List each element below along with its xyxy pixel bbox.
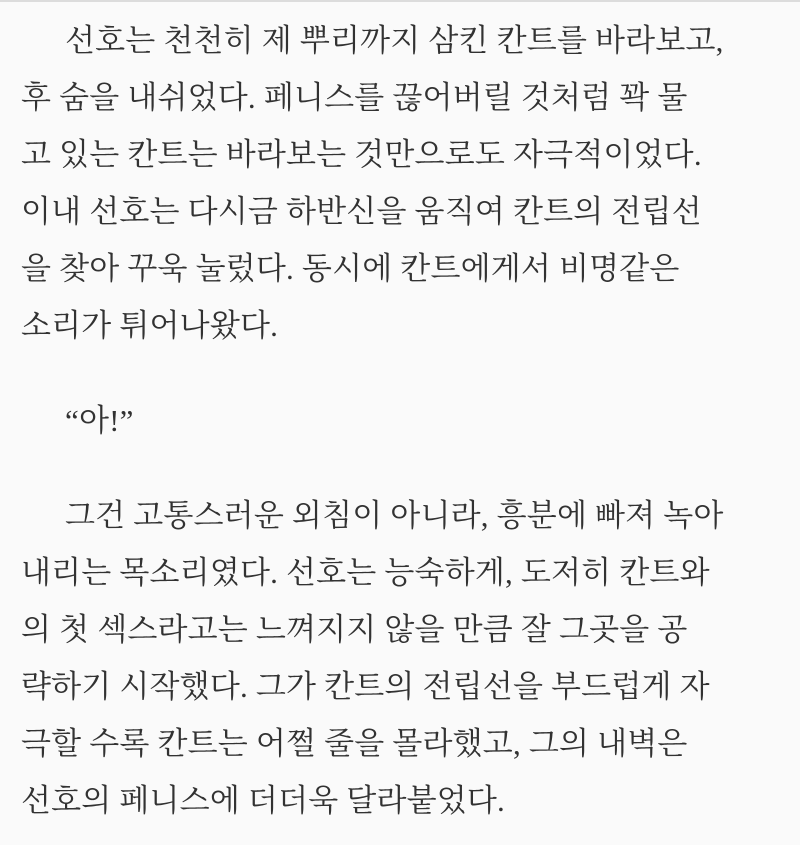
text-line: 략하기 시작했다. 그가 칸트의 전립선을 부드럽게 자 [21, 669, 710, 704]
novel-text [21, 12, 782, 829]
paragraph [21, 392, 782, 449]
text-line: 선호의 페니스에 더더욱 달라붙었다. [21, 783, 505, 818]
text-line: 이내 선호는 다시금 하반신을 움직여 칸트의 전립선 [21, 194, 702, 229]
paragraph [21, 487, 782, 829]
text-line: 내리는 목소리였다. 선호는 능숙하게, 도저히 칸트와 [21, 555, 710, 590]
text-line: 의 첫 섹스라고는 느껴지지 않을 만큼 잘 그곳을 공 [21, 612, 688, 647]
text-line: 을 찾아 꾸욱 눌렀다. 동시에 칸트에게서 비명같은 [21, 251, 680, 286]
text-line: “아!” [65, 403, 134, 438]
text-line: 극할 수록 칸트는 어쩔 줄을 몰라했고, 그의 내벽은 [21, 726, 688, 761]
text-line: 후 숨을 내쉬었다. 페니스를 끊어버릴 것처럼 꽉 물 [21, 80, 688, 115]
text-line: 고 있는 칸트는 바라보는 것만으로도 자극적이었다. [21, 137, 702, 172]
paragraph [21, 12, 782, 354]
text-line: 소리가 튀어나왔다. [21, 308, 279, 343]
text-line: 그건 고통스러운 외침이 아니라, 흥분에 빠져 녹아 [65, 498, 724, 533]
reader-page [0, 2, 800, 845]
text-line: 선호는 천천히 제 뿌리까지 삼킨 칸트를 바라보고, [65, 23, 724, 58]
